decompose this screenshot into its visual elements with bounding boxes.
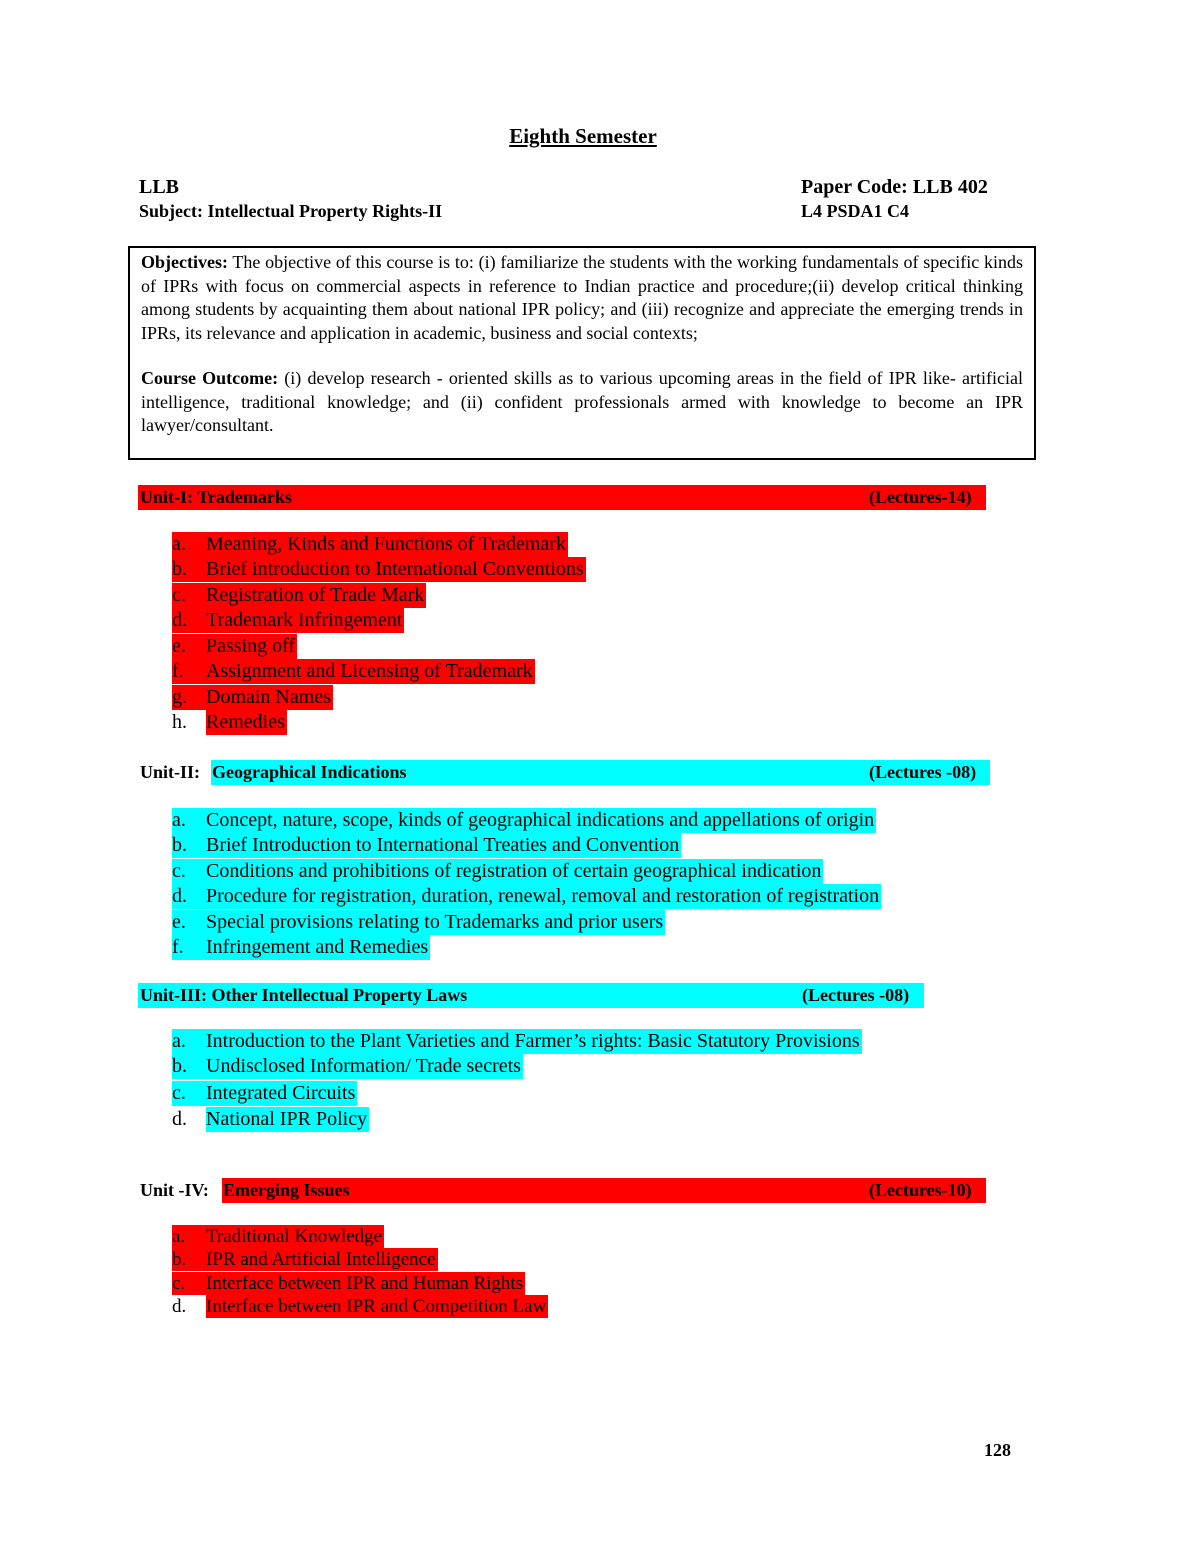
unit-lectures: (Lectures -08)	[802, 985, 910, 1005]
objectives-box	[128, 246, 1036, 460]
item-label: b.	[172, 1054, 206, 1079]
item-text: Brief introduction to International Conventions	[206, 558, 584, 580]
outcome-text: (i) develop research - oriented skills as to various upcoming areas in the field of IPR like- artificial intelligence, traditional knowledge; and (ii) confident professionals armed with knowledge to become an IPR lawyer/consultant.	[141, 368, 1023, 435]
item-text: IPR and Artificial Intelligence	[206, 1249, 436, 1270]
item-label: a.	[172, 1225, 206, 1248]
unit-name: Trademarks	[197, 487, 292, 507]
unit-lectures: (Lectures-14)	[869, 487, 972, 507]
course-name: LLB	[139, 176, 180, 198]
item-text: Meaning, Kinds and Functions of Trademark	[206, 533, 566, 555]
unit-heading	[138, 983, 924, 1008]
item-text: Trademark Infringement	[206, 609, 403, 631]
unit-heading	[138, 1178, 986, 1203]
page-number: 128	[984, 1440, 1011, 1460]
item-label: e.	[172, 910, 206, 935]
item-label: c.	[172, 859, 206, 884]
item-text: Concept, nature, scope, kinds of geographical indications and appellations of origin	[206, 809, 875, 831]
unit-highlight	[211, 760, 990, 785]
item-label: d.	[172, 1108, 187, 1130]
item-text: Infringement and Remedies	[206, 936, 429, 958]
item-text: Introduction to the Plant Varieties and Farmer’s rights: Basic Statutory Provisions	[206, 1030, 860, 1052]
item-label: h.	[172, 711, 187, 733]
item-text: Remedies	[206, 711, 285, 733]
item-label: a.	[172, 808, 206, 833]
unit-lectures: (Lectures-10)	[869, 1180, 972, 1200]
item-text: National IPR Policy	[206, 1108, 368, 1130]
item-label: c.	[172, 1081, 206, 1106]
item-text: Integrated Circuits	[206, 1082, 356, 1104]
item-label: b.	[172, 1248, 206, 1271]
item-label: f.	[172, 935, 206, 960]
paper-code: Paper Code: LLB 402	[801, 176, 988, 198]
item-text: Interface between IPR and Competition Law	[206, 1296, 547, 1317]
item-text: Registration of Trade Mark	[206, 584, 425, 606]
unit-prefix: Unit -IV:	[140, 1180, 209, 1200]
item-label: d.	[172, 608, 206, 633]
subject-name: Intellectual Property Rights-II	[203, 201, 443, 221]
unit-highlight	[222, 1178, 986, 1203]
unit-heading	[138, 485, 986, 510]
item-label: b.	[172, 557, 206, 582]
item-label: a.	[172, 1029, 206, 1054]
item-label: b.	[172, 833, 206, 858]
unit-prefix: Unit-III:	[140, 985, 212, 1005]
item-text: Passing off	[206, 635, 296, 657]
item-label: g.	[172, 685, 206, 710]
unit-name: Emerging Issues	[223, 1180, 350, 1200]
item-text: Traditional Knowledge	[206, 1226, 383, 1247]
unit-prefix: Unit-I:	[140, 487, 198, 507]
item-label: d.	[172, 1296, 187, 1317]
item-text: Procedure for registration, duration, renewal, removal and restoration of registration	[206, 885, 880, 907]
item-text: Interface between IPR and Human Rights	[206, 1273, 524, 1294]
unit-heading	[138, 760, 990, 785]
item-text: Assignment and Licensing of Trademark	[206, 660, 533, 682]
item-label: f.	[172, 659, 206, 684]
item-text: Brief Introduction to International Treaties and Convention	[206, 834, 680, 856]
item-text: Special provisions relating to Trademarks and prior users	[206, 911, 664, 933]
item-label: c.	[172, 583, 206, 608]
item-label: d.	[172, 884, 206, 909]
objectives-label: Objectives:	[141, 252, 228, 272]
subject-label: Subject:	[139, 201, 203, 221]
page-title: Eighth Semester	[509, 124, 657, 148]
item-label: c.	[172, 1272, 206, 1295]
unit-name: Other Intellectual Property Laws	[211, 985, 468, 1005]
unit-name: Geographical Indications	[212, 762, 407, 782]
item-label: a.	[172, 532, 206, 557]
objectives-paragraph	[141, 251, 1023, 345]
item-text: Conditions and prohibitions of registration of certain geographical indication	[206, 860, 822, 882]
outcome-paragraph	[141, 367, 1023, 438]
unit-lectures: (Lectures -08)	[869, 762, 977, 782]
unit-prefix: Unit-II:	[140, 762, 201, 782]
item-text: Undisclosed Information/ Trade secrets	[206, 1055, 521, 1077]
item-text: Domain Names	[206, 686, 331, 708]
level-code: L4 PSDA1 C4	[801, 201, 910, 221]
outcome-label: Course Outcome:	[141, 368, 279, 388]
objectives-text: The objective of this course is to: (i) familiarize the students with the working fundamentals of specific kinds of IPRs with focus on commercial aspects in reference to Indian practice and procedure;(ii) develop critical thinking among students by acquainting them about national IPR policy; and (iii) recognize and appreciate the emerging trends in IPRs, its relevance and application in academic, business and social contexts;	[141, 252, 1023, 343]
subject-line	[139, 201, 442, 222]
item-label: e.	[172, 634, 206, 659]
